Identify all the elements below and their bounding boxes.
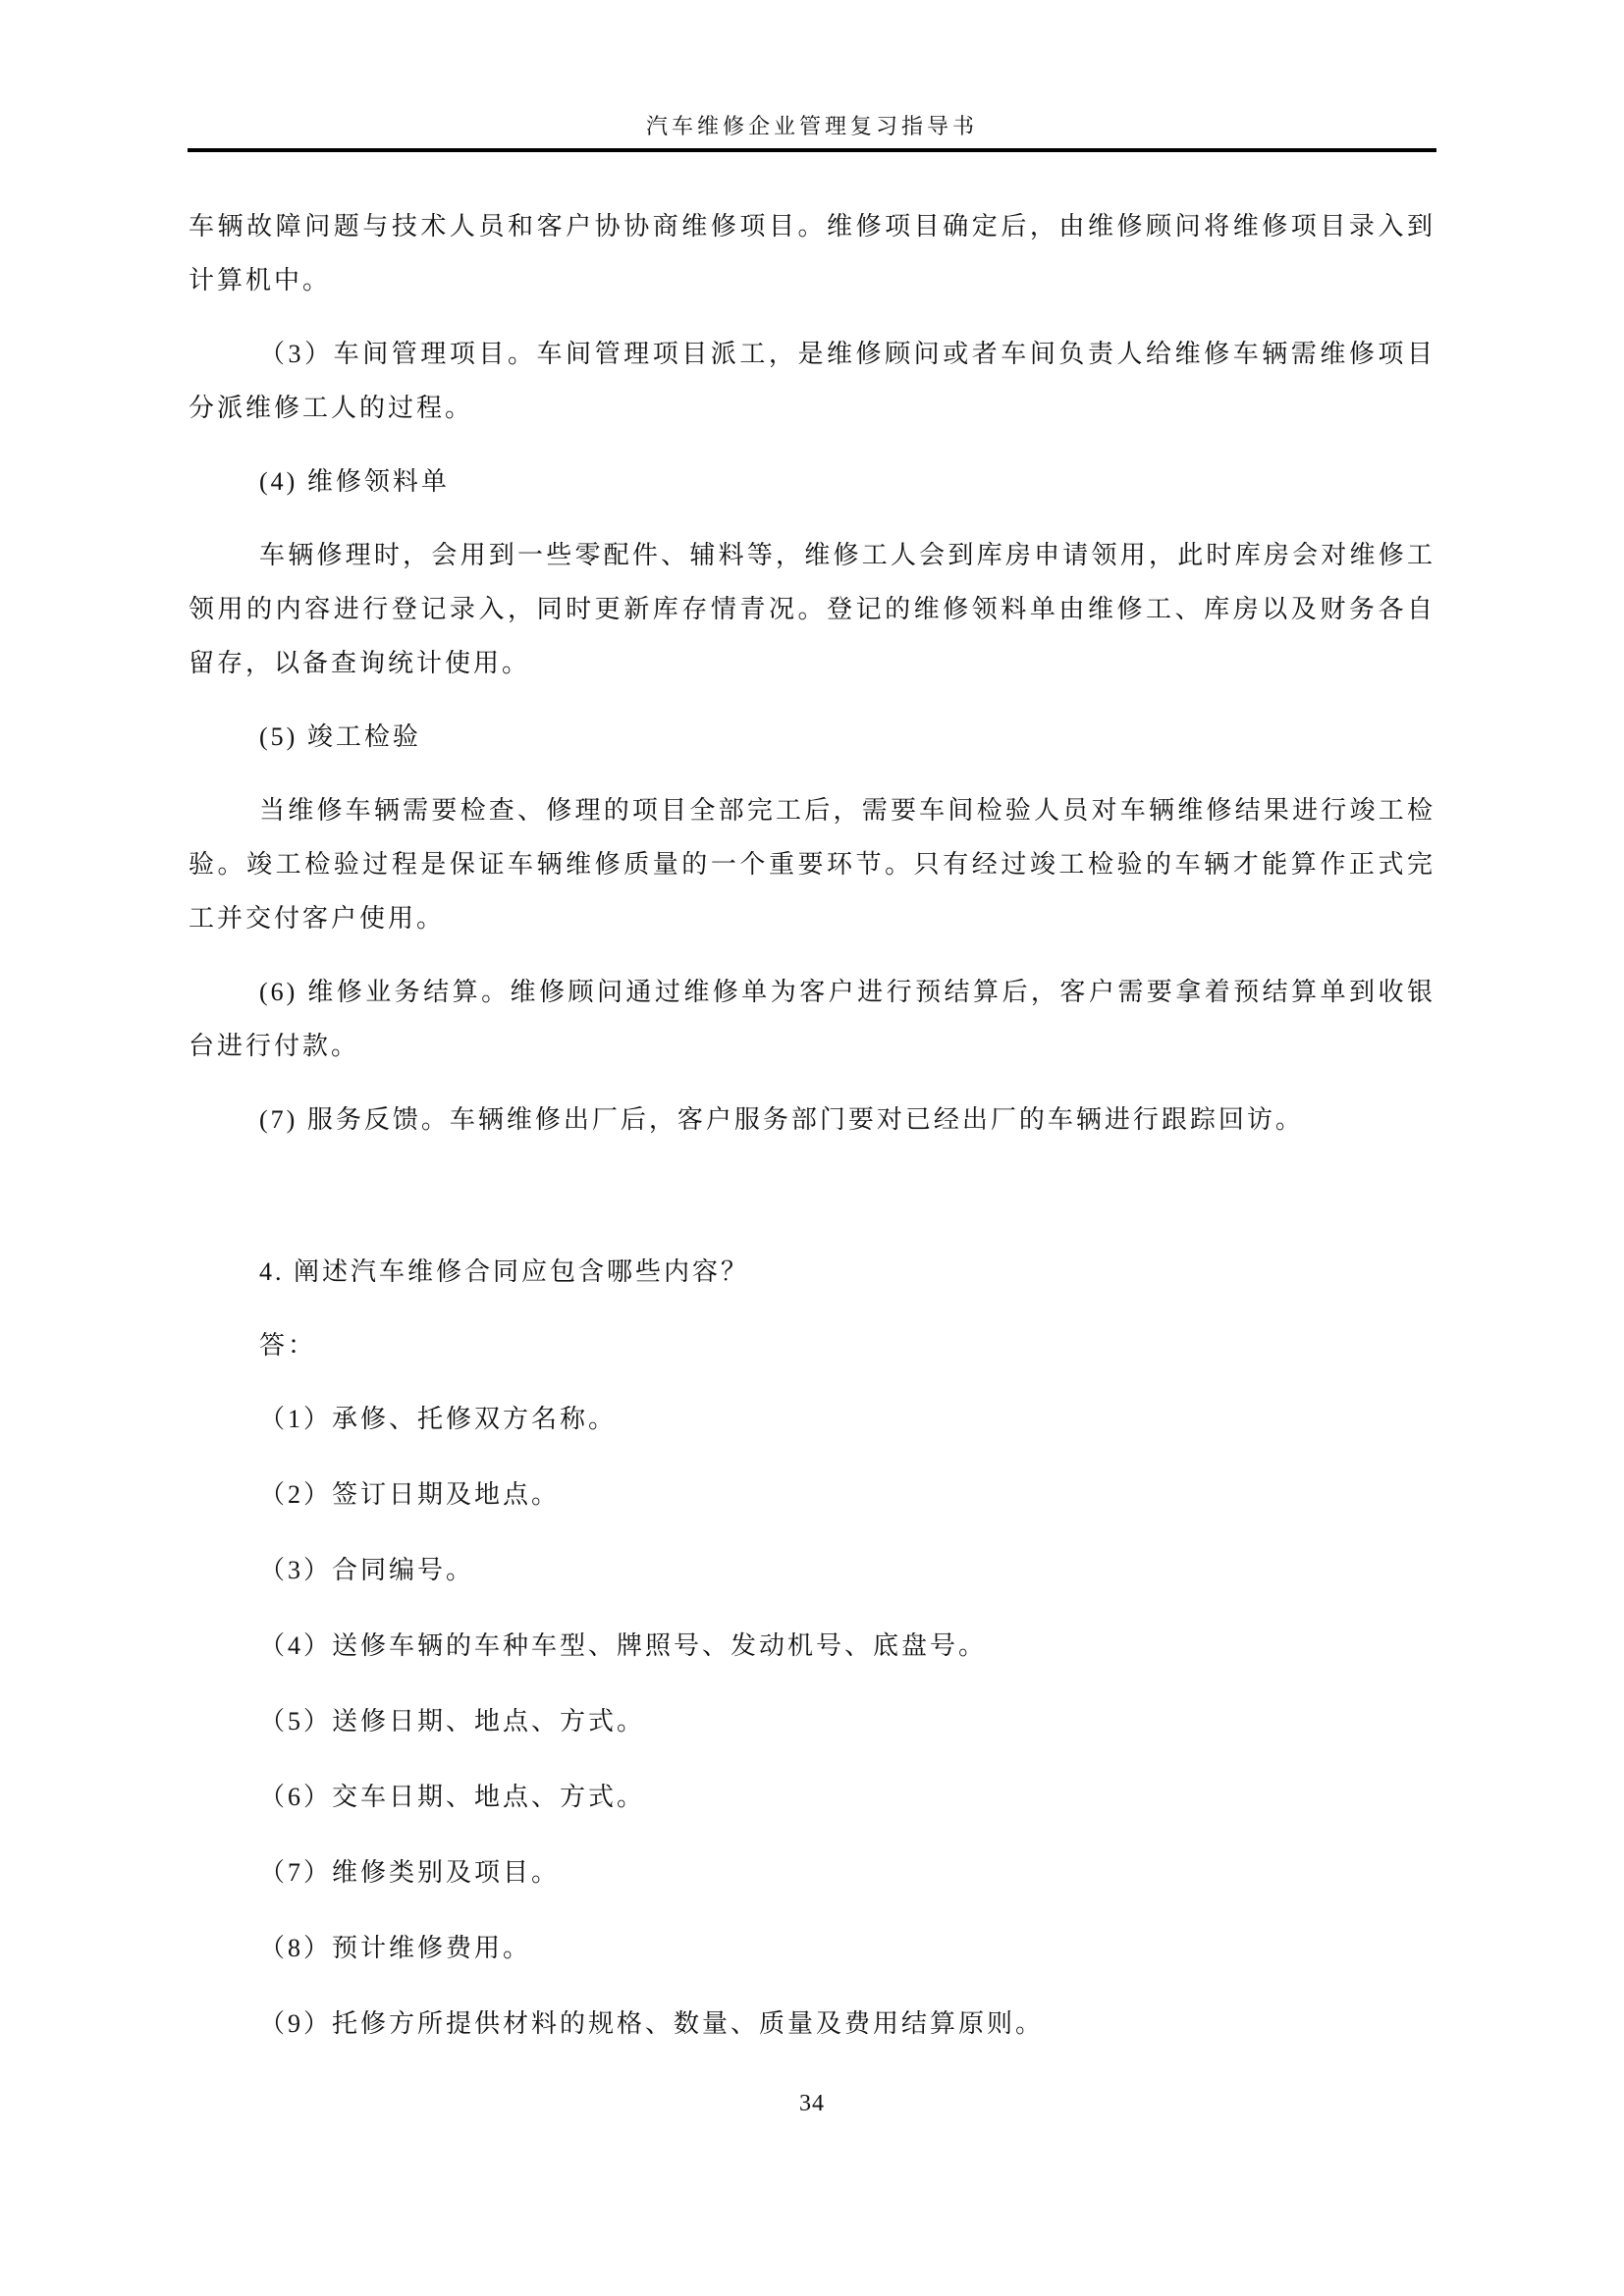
list-item: （1）承修、托修双方名称。 xyxy=(259,1405,618,1433)
list-item: （8）预计维修费用。 xyxy=(259,1934,532,1962)
paragraph-completion-inspection: 当维修车辆需要检查、修理的项目全部完工后，需要车间检验人员对车辆维修结果进行竣工检验。竣工检验过程是保证车辆维修质量的一个重要环节。只有经过竣工检验的车辆才能算作正式完工并交付客户使用。 xyxy=(189,796,1435,933)
page-number: 34 xyxy=(799,2091,825,2116)
paragraph-completion-inspection-heading: (5) 竣工检验 xyxy=(259,722,421,751)
header-divider xyxy=(188,148,1436,152)
running-head-title: 汽车维修企业管理复习指导书 xyxy=(645,114,978,138)
list-item: （5）送修日期、地点、方式。 xyxy=(259,1707,646,1735)
list-item: （9）托修方所提供材料的规格、数量、质量及费用结算原则。 xyxy=(259,2009,1045,2038)
list-item: （3）合同编号。 xyxy=(259,1556,475,1584)
paragraph-material-requisition-heading: (4) 维修领料单 xyxy=(259,467,450,496)
list-item: （7）维修类别及项目。 xyxy=(259,1858,561,1887)
page-header xyxy=(0,0,1624,152)
paragraph-material-requisition: 车辆修理时，会用到一些零配件、辅料等，维修工人会到库房申请领用，此时库房会对维修工领用的内容进行登记录入，同时更新库存情青况。登记的维修领料单由维修工、库房以及财务各自留存，以备查询统计使用。 xyxy=(189,541,1435,677)
blank-line xyxy=(189,1166,1435,1245)
paragraph-continuation: 车辆故障问题与技术人员和客户协协商维修项目。维修项目确定后，由维修顾问将维修项目录入到计算机中。 xyxy=(189,212,1435,294)
answer-label: 答： xyxy=(259,1331,317,1360)
list-item: （4）送修车辆的车种车型、牌照号、发动机号、底盘号。 xyxy=(259,1631,988,1660)
list-item: （2）签订日期及地点。 xyxy=(259,1480,561,1509)
question-heading: 4. 阐述汽车维修合同应包含哪些内容？ xyxy=(259,1257,750,1286)
paragraph-service-feedback: (7) 服务反馈。车辆维修出厂后，客户服务部门要对已经出厂的车辆进行跟踪回访。 xyxy=(259,1105,1304,1134)
paragraph-business-settlement: (6) 维修业务结算。维修顾问通过维修单为客户进行预结算后，客户需要拿着预结算单到收银台进行付款。 xyxy=(189,978,1435,1060)
page-body xyxy=(189,199,1435,2051)
list-item: （6）交车日期、地点、方式。 xyxy=(259,1783,646,1811)
paragraph-workshop-management: （3）车间管理项目。车间管理项目派工，是维修顾问或者车间负责人给维修车辆需维修项目分派维修工人的过程。 xyxy=(189,340,1435,422)
